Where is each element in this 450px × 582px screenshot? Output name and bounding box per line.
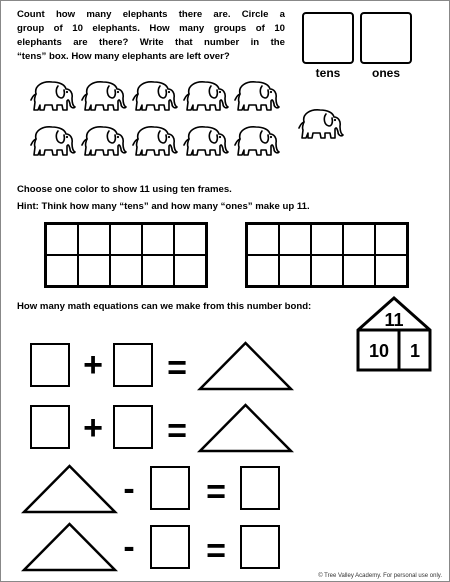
triangle-icon <box>198 341 293 391</box>
triangle-icon <box>198 403 293 453</box>
ten-frame-cell[interactable] <box>343 255 375 286</box>
count-instructions <box>17 8 285 64</box>
ten-frame-cell[interactable] <box>279 255 311 286</box>
elephant-icon[interactable] <box>298 106 344 142</box>
elephant-icon[interactable] <box>132 123 178 159</box>
ten-frame-left[interactable] <box>44 222 208 288</box>
equation-2-addend-2-box[interactable] <box>113 405 153 449</box>
equation-1-addend-2-box[interactable] <box>113 343 153 387</box>
triangle-icon <box>22 464 117 514</box>
equals-sign: = <box>206 532 226 570</box>
ten-frame-cell[interactable] <box>375 224 407 255</box>
elephant-icon[interactable] <box>234 123 280 159</box>
ten-frame-cell[interactable] <box>110 255 142 286</box>
equation-3-whole-triangle[interactable] <box>22 464 117 514</box>
elephant-icon[interactable] <box>81 78 127 114</box>
plus-sign: + <box>83 346 103 384</box>
ten-frame-cell[interactable] <box>247 224 279 255</box>
count-instruction-line: group of 10 elephants. How many groups of 10 <box>17 23 285 34</box>
ten-frames-instructions <box>17 183 417 214</box>
elephant-icon[interactable] <box>30 123 76 159</box>
elephant-icon[interactable] <box>132 78 178 114</box>
ten-frame-cell[interactable] <box>110 224 142 255</box>
equals-sign: = <box>167 349 187 387</box>
number-bond-whole: 11 <box>384 310 404 330</box>
number-bond-part-ones: 1 <box>409 341 420 361</box>
equation-4-whole-triangle[interactable] <box>22 522 117 572</box>
triangle-icon <box>22 522 117 572</box>
elephant-icon[interactable] <box>183 123 229 159</box>
ten-frame-cell[interactable] <box>174 224 206 255</box>
plus-sign: + <box>83 409 103 447</box>
ten-frame-cell[interactable] <box>247 255 279 286</box>
ten-frames-hint: Hint: Think how many “tens” and how many “ones” make up 11. <box>17 201 310 212</box>
equation-4-subtrahend-box[interactable] <box>150 525 190 569</box>
ten-frame-cell[interactable] <box>78 255 110 286</box>
equals-sign: = <box>206 473 226 511</box>
copyright-footer: © Tree Valley Academy. For personal use only. <box>318 573 442 579</box>
equation-4-difference-box[interactable] <box>240 525 280 569</box>
equation-1-addend-1-box[interactable] <box>30 343 70 387</box>
number-bond-part-tens: 10 <box>368 341 390 361</box>
elephant-icon[interactable] <box>234 78 280 114</box>
ten-frame-cell[interactable] <box>375 255 407 286</box>
equation-3-difference-box[interactable] <box>240 466 280 510</box>
minus-sign: - <box>123 528 135 566</box>
equation-3-subtrahend-box[interactable] <box>150 466 190 510</box>
ones-label: ones <box>371 66 400 80</box>
ten-frame-cell[interactable] <box>311 224 343 255</box>
tens-label: tens <box>315 66 341 80</box>
ten-frame-cell[interactable] <box>142 255 174 286</box>
equals-sign: = <box>167 412 187 450</box>
count-instruction-line: Count how many elephants there are. Circle a <box>17 9 285 20</box>
equation-2-sum-triangle[interactable] <box>198 403 293 453</box>
ten-frame-cell[interactable] <box>279 224 311 255</box>
minus-sign: - <box>123 470 135 508</box>
ten-frame-cell[interactable] <box>142 224 174 255</box>
ten-frame-cell[interactable] <box>46 255 78 286</box>
equation-1-sum-triangle[interactable] <box>198 341 293 391</box>
elephant-icon[interactable] <box>183 78 229 114</box>
tens-answer-box[interactable] <box>302 12 354 64</box>
ten-frame-cell[interactable] <box>46 224 78 255</box>
elephant-icon[interactable] <box>81 123 127 159</box>
ten-frame-right[interactable] <box>245 222 409 288</box>
count-instruction-line: “tens” box. How many elephants are left over? <box>17 51 230 62</box>
ten-frame-cell[interactable] <box>343 224 375 255</box>
ten-frame-cell[interactable] <box>174 255 206 286</box>
count-instruction-line: elephants are there? Write that number in the <box>17 37 285 48</box>
ten-frame-cell[interactable] <box>78 224 110 255</box>
number-bond-question: How many math equations can we make from this number bond: <box>17 301 312 312</box>
ten-frame-cell[interactable] <box>311 255 343 286</box>
elephant-icon[interactable] <box>30 78 76 114</box>
ten-frames-instruction-line: Choose one color to show 11 using ten frames. <box>17 184 232 195</box>
equation-2-addend-1-box[interactable] <box>30 405 70 449</box>
ones-answer-box[interactable] <box>360 12 412 64</box>
